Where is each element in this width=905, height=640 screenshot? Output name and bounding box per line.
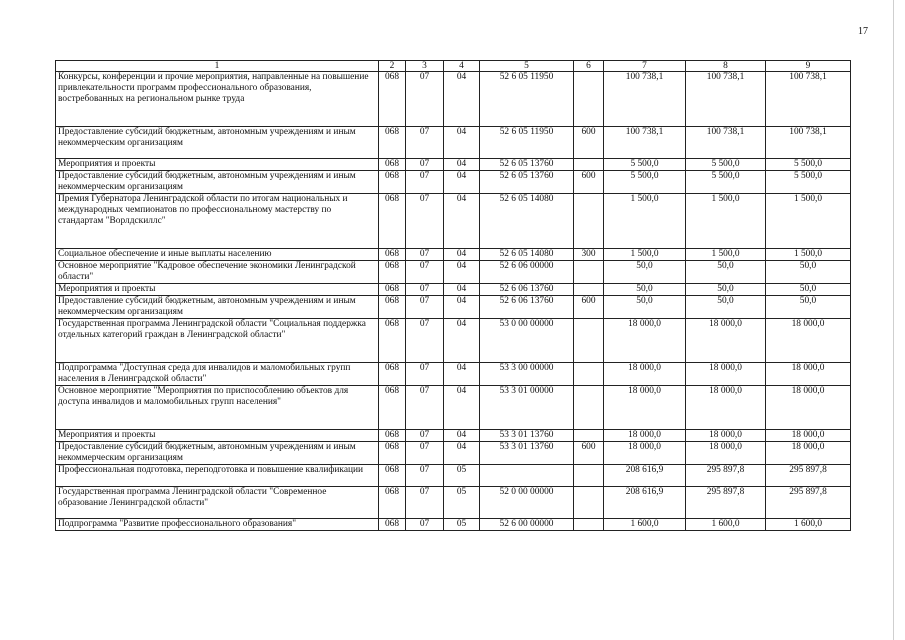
target-article-cell: 52 6 05 11950 bbox=[480, 72, 574, 127]
amount-year1-cell: 50,0 bbox=[604, 261, 686, 284]
row-name-cell: Мероприятия и проекты bbox=[56, 159, 379, 171]
target-article-cell: 52 6 05 11950 bbox=[480, 127, 574, 159]
expense-type-cell bbox=[574, 159, 604, 171]
column-header: 4 bbox=[444, 61, 480, 72]
amount-year1-cell: 100 738,1 bbox=[604, 127, 686, 159]
row-name-cell: Предоставление субсидий бюджетным, автономным учреждениям и иным некоммерческим организациям bbox=[56, 127, 379, 159]
ministry-code-cell: 068 bbox=[379, 127, 406, 159]
ministry-code-cell: 068 bbox=[379, 319, 406, 363]
table-row bbox=[56, 194, 851, 249]
amount-year2-cell: 18 000,0 bbox=[686, 430, 766, 442]
amount-year1-cell: 18 000,0 bbox=[604, 442, 686, 465]
amount-year2-cell: 1 500,0 bbox=[686, 194, 766, 249]
table-row bbox=[56, 249, 851, 261]
row-name-cell: Профессиональная подготовка, переподготовка и повышение квалификации bbox=[56, 465, 379, 487]
subsection-cell: 04 bbox=[444, 386, 480, 430]
amount-year1-cell: 18 000,0 bbox=[604, 386, 686, 430]
ministry-code-cell: 068 bbox=[379, 159, 406, 171]
target-article-cell: 53 3 01 13760 bbox=[480, 442, 574, 465]
subsection-cell: 04 bbox=[444, 296, 480, 319]
row-name-cell: Социальное обеспечение и иные выплаты населению bbox=[56, 249, 379, 261]
target-article-cell: 52 6 06 13760 bbox=[480, 296, 574, 319]
amount-year3-cell: 1 500,0 bbox=[766, 249, 851, 261]
target-article-cell: 52 6 06 00000 bbox=[480, 261, 574, 284]
table-row bbox=[56, 519, 851, 531]
section-cell: 07 bbox=[406, 487, 444, 519]
amount-year2-cell: 18 000,0 bbox=[686, 442, 766, 465]
subsection-cell: 04 bbox=[444, 249, 480, 261]
amount-year2-cell: 50,0 bbox=[686, 296, 766, 319]
table-row bbox=[56, 284, 851, 296]
ministry-code-cell: 068 bbox=[379, 284, 406, 296]
ministry-code-cell: 068 bbox=[379, 430, 406, 442]
expense-type-cell bbox=[574, 363, 604, 386]
subsection-cell: 04 bbox=[444, 363, 480, 386]
row-name-cell: Подпрограмма "Развитие профессионального образования" bbox=[56, 519, 379, 531]
amount-year2-cell: 1 600,0 bbox=[686, 519, 766, 531]
subsection-cell: 04 bbox=[444, 72, 480, 127]
table-header-row bbox=[56, 61, 851, 72]
table-row bbox=[56, 261, 851, 284]
row-name-cell: Государственная программа Ленинградской области "Современное образование Ленинградской области" bbox=[56, 487, 379, 519]
amount-year3-cell: 50,0 bbox=[766, 296, 851, 319]
amount-year3-cell: 100 738,1 bbox=[766, 127, 851, 159]
amount-year3-cell: 295 897,8 bbox=[766, 465, 851, 487]
expense-type-cell: 600 bbox=[574, 171, 604, 194]
section-cell: 07 bbox=[406, 127, 444, 159]
table-row bbox=[56, 171, 851, 194]
column-header: 3 bbox=[406, 61, 444, 72]
subsection-cell: 04 bbox=[444, 319, 480, 363]
table-row bbox=[56, 442, 851, 465]
subsection-cell: 04 bbox=[444, 194, 480, 249]
amount-year3-cell: 18 000,0 bbox=[766, 430, 851, 442]
amount-year1-cell: 18 000,0 bbox=[604, 430, 686, 442]
subsection-cell: 04 bbox=[444, 284, 480, 296]
row-name-cell: Премия Губернатора Ленинградской области по итогам национальных и международных чемпионатов по профессиональному мастерству по стандартам "Ворлдскиллс" bbox=[56, 194, 379, 249]
column-header: 5 bbox=[480, 61, 574, 72]
section-cell: 07 bbox=[406, 72, 444, 127]
row-name-cell: Предоставление субсидий бюджетным, автономным учреждениям и иным некоммерческим организациям bbox=[56, 296, 379, 319]
target-article-cell: 53 3 01 13760 bbox=[480, 430, 574, 442]
section-cell: 07 bbox=[406, 249, 444, 261]
amount-year3-cell: 1 600,0 bbox=[766, 519, 851, 531]
expense-type-cell bbox=[574, 386, 604, 430]
target-article-cell: 52 6 05 14080 bbox=[480, 249, 574, 261]
table-row bbox=[56, 319, 851, 363]
expense-type-cell bbox=[574, 465, 604, 487]
amount-year1-cell: 5 500,0 bbox=[604, 159, 686, 171]
amount-year3-cell: 5 500,0 bbox=[766, 159, 851, 171]
ministry-code-cell: 068 bbox=[379, 171, 406, 194]
ministry-code-cell: 068 bbox=[379, 72, 406, 127]
column-header: 9 bbox=[766, 61, 851, 72]
amount-year3-cell: 18 000,0 bbox=[766, 319, 851, 363]
amount-year1-cell: 1 600,0 bbox=[604, 519, 686, 531]
amount-year3-cell: 50,0 bbox=[766, 284, 851, 296]
row-name-cell: Предоставление субсидий бюджетным, автономным учреждениям и иным некоммерческим организациям bbox=[56, 442, 379, 465]
amount-year2-cell: 50,0 bbox=[686, 261, 766, 284]
amount-year1-cell: 50,0 bbox=[604, 296, 686, 319]
row-name-cell: Конкурсы, конференции и прочие мероприятия, направленные на повышение привлекательности программ профессионального образования, востребованных на региональном рынке труда bbox=[56, 72, 379, 127]
ministry-code-cell: 068 bbox=[379, 386, 406, 430]
subsection-cell: 04 bbox=[444, 171, 480, 194]
section-cell: 07 bbox=[406, 386, 444, 430]
column-header: 6 bbox=[574, 61, 604, 72]
amount-year1-cell: 208 616,9 bbox=[604, 465, 686, 487]
table-row bbox=[56, 430, 851, 442]
table-row bbox=[56, 465, 851, 487]
amount-year1-cell: 1 500,0 bbox=[604, 194, 686, 249]
ministry-code-cell: 068 bbox=[379, 249, 406, 261]
expense-type-cell: 600 bbox=[574, 296, 604, 319]
amount-year1-cell: 50,0 bbox=[604, 284, 686, 296]
subsection-cell: 05 bbox=[444, 519, 480, 531]
amount-year3-cell: 18 000,0 bbox=[766, 442, 851, 465]
expense-type-cell bbox=[574, 430, 604, 442]
amount-year2-cell: 5 500,0 bbox=[686, 159, 766, 171]
target-article-cell: 52 6 05 14080 bbox=[480, 194, 574, 249]
amount-year2-cell: 18 000,0 bbox=[686, 319, 766, 363]
table-row bbox=[56, 72, 851, 127]
subsection-cell: 05 bbox=[444, 465, 480, 487]
amount-year3-cell: 18 000,0 bbox=[766, 363, 851, 386]
expense-type-cell: 600 bbox=[574, 442, 604, 465]
ministry-code-cell: 068 bbox=[379, 194, 406, 249]
ministry-code-cell: 068 bbox=[379, 363, 406, 386]
amount-year2-cell: 295 897,8 bbox=[686, 465, 766, 487]
row-name-cell: Основное мероприятие "Кадровое обеспечение экономики Ленинградской области" bbox=[56, 261, 379, 284]
subsection-cell: 04 bbox=[444, 159, 480, 171]
section-cell: 07 bbox=[406, 363, 444, 386]
row-name-cell: Подпрограмма "Доступная среда для инвалидов и маломобильных групп населения в Ленинградской области" bbox=[56, 363, 379, 386]
section-cell: 07 bbox=[406, 159, 444, 171]
amount-year2-cell: 295 897,8 bbox=[686, 487, 766, 519]
subsection-cell: 04 bbox=[444, 430, 480, 442]
table-row bbox=[56, 487, 851, 519]
ministry-code-cell: 068 bbox=[379, 465, 406, 487]
expense-type-cell: 300 bbox=[574, 249, 604, 261]
ministry-code-cell: 068 bbox=[379, 261, 406, 284]
table-row bbox=[56, 386, 851, 430]
ministry-code-cell: 068 bbox=[379, 296, 406, 319]
budget-table bbox=[55, 60, 851, 531]
amount-year1-cell: 208 616,9 bbox=[604, 487, 686, 519]
target-article-cell: 53 3 00 00000 bbox=[480, 363, 574, 386]
expense-type-cell bbox=[574, 261, 604, 284]
row-name-cell: Предоставление субсидий бюджетным, автономным учреждениям и иным некоммерческим организациям bbox=[56, 171, 379, 194]
section-cell: 07 bbox=[406, 430, 444, 442]
row-name-cell: Мероприятия и проекты bbox=[56, 284, 379, 296]
ministry-code-cell: 068 bbox=[379, 519, 406, 531]
column-header: 7 bbox=[604, 61, 686, 72]
amount-year3-cell: 18 000,0 bbox=[766, 386, 851, 430]
row-name-cell: Государственная программа Ленинградской области "Социальная поддержка отдельных категорий граждан в Ленинградской области" bbox=[56, 319, 379, 363]
ministry-code-cell: 068 bbox=[379, 487, 406, 519]
expense-type-cell: 600 bbox=[574, 127, 604, 159]
expense-type-cell bbox=[574, 519, 604, 531]
target-article-cell: 53 3 01 00000 bbox=[480, 386, 574, 430]
column-header: 1 bbox=[56, 61, 379, 72]
target-article-cell: 52 6 05 13760 bbox=[480, 159, 574, 171]
expense-type-cell bbox=[574, 72, 604, 127]
row-name-cell: Основное мероприятие "Мероприятия по приспособлению объектов для доступа инвалидов и маломобильных групп населения" bbox=[56, 386, 379, 430]
target-article-cell: 52 6 00 00000 bbox=[480, 519, 574, 531]
section-cell: 07 bbox=[406, 296, 444, 319]
section-cell: 07 bbox=[406, 519, 444, 531]
subsection-cell: 04 bbox=[444, 261, 480, 284]
target-article-cell bbox=[480, 465, 574, 487]
expense-type-cell bbox=[574, 319, 604, 363]
expense-type-cell bbox=[574, 487, 604, 519]
table-row bbox=[56, 363, 851, 386]
subsection-cell: 04 bbox=[444, 127, 480, 159]
table-row bbox=[56, 127, 851, 159]
amount-year1-cell: 18 000,0 bbox=[604, 319, 686, 363]
table-row bbox=[56, 296, 851, 319]
row-name-cell: Мероприятия и проекты bbox=[56, 430, 379, 442]
ministry-code-cell: 068 bbox=[379, 442, 406, 465]
amount-year3-cell: 295 897,8 bbox=[766, 487, 851, 519]
amount-year2-cell: 18 000,0 bbox=[686, 386, 766, 430]
subsection-cell: 05 bbox=[444, 487, 480, 519]
page-number: 17 bbox=[858, 26, 868, 37]
amount-year2-cell: 50,0 bbox=[686, 284, 766, 296]
expense-type-cell bbox=[574, 284, 604, 296]
column-header: 8 bbox=[686, 61, 766, 72]
target-article-cell: 52 6 05 13760 bbox=[480, 171, 574, 194]
section-cell: 07 bbox=[406, 465, 444, 487]
subsection-cell: 04 bbox=[444, 442, 480, 465]
amount-year2-cell: 5 500,0 bbox=[686, 171, 766, 194]
amount-year3-cell: 100 738,1 bbox=[766, 72, 851, 127]
amount-year1-cell: 18 000,0 bbox=[604, 363, 686, 386]
section-cell: 07 bbox=[406, 284, 444, 296]
amount-year1-cell: 100 738,1 bbox=[604, 72, 686, 127]
section-cell: 07 bbox=[406, 261, 444, 284]
expense-type-cell bbox=[574, 194, 604, 249]
table-row bbox=[56, 159, 851, 171]
amount-year1-cell: 5 500,0 bbox=[604, 171, 686, 194]
section-cell: 07 bbox=[406, 194, 444, 249]
amount-year3-cell: 5 500,0 bbox=[766, 171, 851, 194]
amount-year1-cell: 1 500,0 bbox=[604, 249, 686, 261]
amount-year2-cell: 100 738,1 bbox=[686, 127, 766, 159]
target-article-cell: 53 0 00 00000 bbox=[480, 319, 574, 363]
section-cell: 07 bbox=[406, 442, 444, 465]
amount-year3-cell: 50,0 bbox=[766, 261, 851, 284]
amount-year2-cell: 100 738,1 bbox=[686, 72, 766, 127]
amount-year2-cell: 1 500,0 bbox=[686, 249, 766, 261]
amount-year3-cell: 1 500,0 bbox=[766, 194, 851, 249]
section-cell: 07 bbox=[406, 171, 444, 194]
scan-edge-line bbox=[893, 0, 894, 640]
target-article-cell: 52 0 00 00000 bbox=[480, 487, 574, 519]
column-header: 2 bbox=[379, 61, 406, 72]
amount-year2-cell: 18 000,0 bbox=[686, 363, 766, 386]
section-cell: 07 bbox=[406, 319, 444, 363]
target-article-cell: 52 6 06 13760 bbox=[480, 284, 574, 296]
